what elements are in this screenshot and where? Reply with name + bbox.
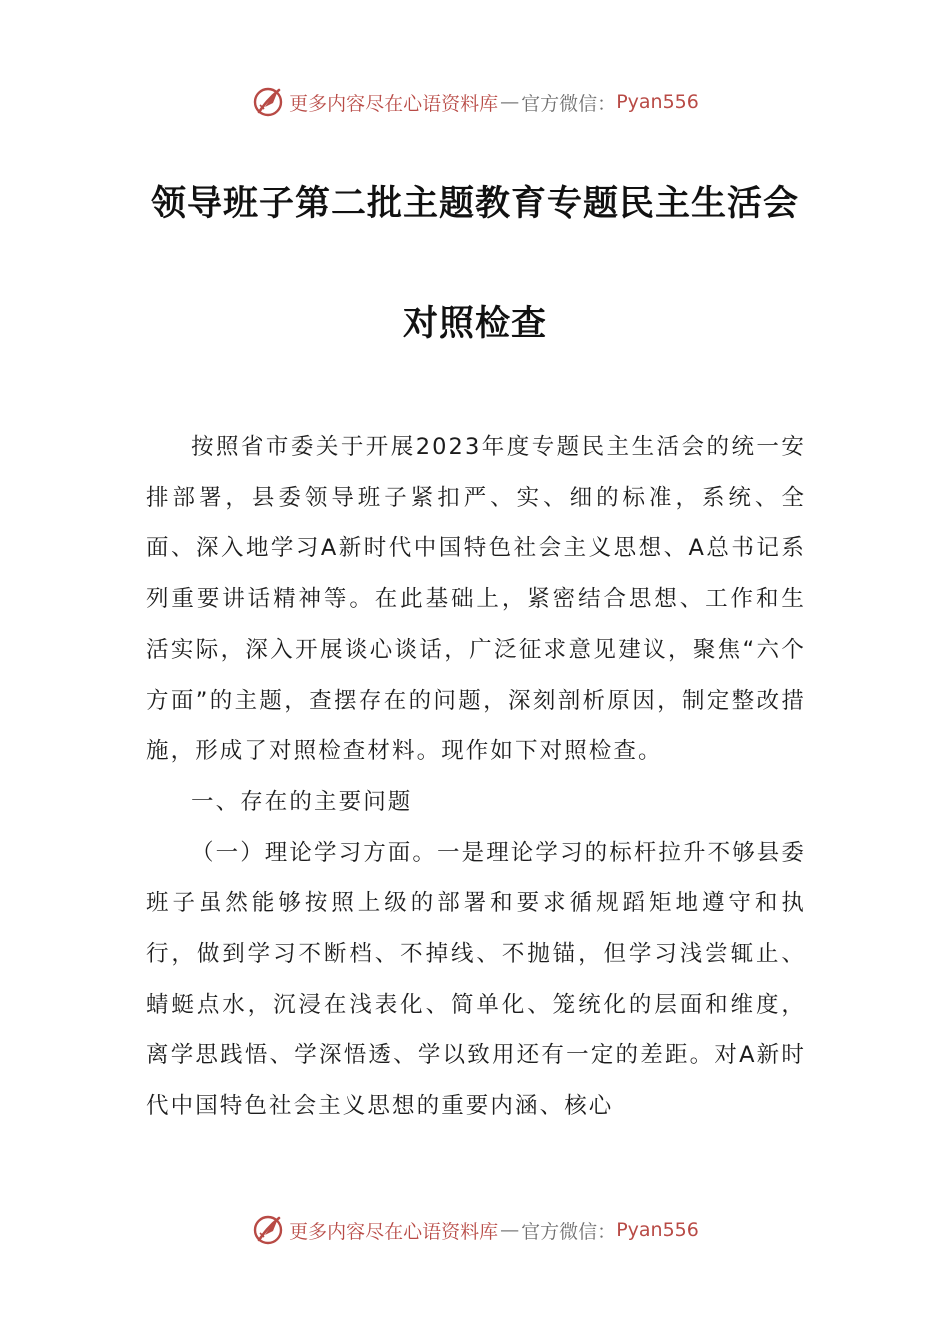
section-heading-main-problems: 一、存在的主要问题 bbox=[191, 788, 413, 815]
document-title-line-2: 对照检查 bbox=[402, 304, 547, 344]
watermark-brand-text: 更多内容尽在心语资料库 bbox=[289, 1220, 499, 1243]
body-paragraph-intro: 按照省市委关于开展2023年度专题民主生活会的统一安排部署，县委领导班子紧扣严、实、细的标准，系统、全面、深入地学习A新时代中国特色社会主义思想、A总书记系列重要讲话精神等。在此基础上，紧密结合思想、工作和生活实际，深入开展谈心谈话，广泛征求意见建议，聚焦“六个方面”的主题，查摆存在的问题，深刻剖析原因，制定整改措施，形成了对照检查材料。现作如下对照检查。 bbox=[146, 434, 806, 765]
body-paragraph-theory-study: （一）理论学习方面。一是理论学习的标杆拉升不够县委班子虽然能够按照上级的部署和要求循规蹈矩地遵守和执行，做到学习不断档、不掉线、不抛锚，但学习浅尝辄止、蜻蜓点水，沉浸在浅表化、简单化、笼统化的层面和维度，离学思践悟、学深悟透、学以致用还有一定的差距。对A新时代中国特色社会主义思想的重要内涵、核心 bbox=[146, 839, 807, 1120]
document-title-line-1: 领导班子第二批主题教育专题民主生活会 bbox=[150, 184, 799, 224]
quill-pen-logo-icon bbox=[251, 85, 285, 119]
watermark-account-id: Pyan556 bbox=[616, 91, 699, 113]
watermark-label: 官方微信： bbox=[521, 1220, 617, 1243]
watermark-account-id: Pyan556 bbox=[616, 1219, 699, 1241]
watermark-label: 官方微信： bbox=[521, 92, 617, 115]
header-watermark bbox=[0, 82, 950, 122]
footer-watermark bbox=[0, 1210, 950, 1250]
watermark-brand-text: 更多内容尽在心语资料库 bbox=[289, 92, 499, 115]
watermark-separator: — bbox=[500, 1219, 520, 1241]
document-body bbox=[146, 422, 806, 1132]
quill-pen-logo-icon bbox=[251, 1213, 285, 1247]
watermark-separator: — bbox=[500, 91, 520, 113]
